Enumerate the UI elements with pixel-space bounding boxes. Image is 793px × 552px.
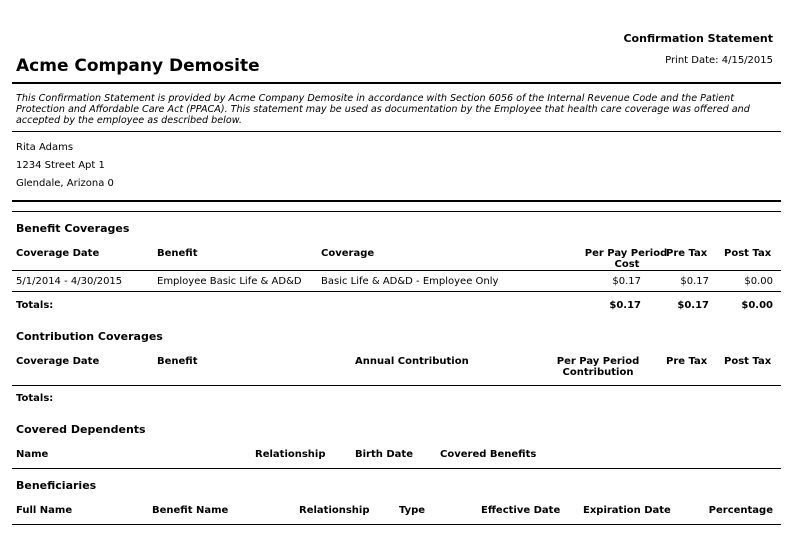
employee-divider-top — [12, 200, 781, 202]
cc-header-annual-contribution: Annual Contribution — [355, 356, 469, 367]
bn-header-divider — [12, 524, 781, 525]
header-divider — [12, 82, 781, 84]
bc-row-post-tax: $0.00 — [744, 276, 773, 287]
bc-header-benefit: Benefit — [157, 248, 198, 259]
cd-header-divider — [12, 468, 781, 469]
cc-totals-label: Totals: — [16, 393, 54, 404]
bc-header-coverage-date: Coverage Date — [16, 248, 100, 259]
bc-row-divider — [12, 291, 781, 292]
benefit-coverages-title: Benefit Coverages — [16, 222, 130, 235]
bc-row-coverage-date: 5/1/2014 - 4/30/2015 — [16, 276, 123, 287]
cd-header-covered-benefits: Covered Benefits — [440, 449, 537, 460]
cc-header-benefit: Benefit — [157, 356, 198, 367]
employee-address-line1: 1234 Street Apt 1 — [16, 160, 105, 171]
bc-header-post-tax: Post Tax — [724, 248, 772, 259]
bn-header-effective-date: Effective Date — [481, 505, 561, 516]
bc-row-coverage: Basic Life & AD&D - Employee Only — [321, 276, 499, 287]
bc-totals-pre-tax: $0.17 — [677, 300, 709, 311]
cc-header-pre-tax: Pre Tax — [666, 356, 708, 367]
bc-totals-label: Totals: — [16, 300, 54, 311]
notice-divider — [12, 131, 781, 132]
bc-totals-post-tax: $0.00 — [741, 300, 773, 311]
print-date: Print Date: 4/15/2015 — [665, 55, 773, 66]
cc-header-per-pay-line2: Contribution — [562, 367, 634, 378]
bc-header-per-pay-line1: Per Pay Period — [584, 248, 668, 259]
bc-header-divider — [12, 270, 781, 271]
bn-header-full-name: Full Name — [16, 505, 73, 516]
document-title: Confirmation Statement — [623, 32, 773, 45]
covered-dependents-title: Covered Dependents — [16, 423, 146, 436]
bn-header-percentage: Percentage — [708, 505, 773, 516]
bc-totals-per-pay: $0.17 — [609, 300, 641, 311]
bn-header-type: Type — [399, 505, 426, 516]
notice-text: This Confirmation Statement is provided by Acme Company Demosite in accordance with Section 6056 of the Internal Revenue Code and the Patient Protection and Affordable Care Act (PPACA). This statement may be used as documentation by the Employee that health care coverage was offered and accepted by the employee as described below. — [16, 93, 750, 126]
cc-header-coverage-date: Coverage Date — [16, 356, 100, 367]
bn-header-benefit-name: Benefit Name — [152, 505, 229, 516]
bc-row-per-pay: $0.17 — [612, 276, 641, 287]
employee-address-line2: Glendale, Arizona 0 — [16, 178, 114, 189]
cc-header-divider — [12, 385, 781, 386]
bn-header-relationship: Relationship — [299, 505, 370, 516]
beneficiaries-title: Beneficiaries — [16, 479, 97, 492]
bc-row-pre-tax: $0.17 — [680, 276, 709, 287]
cc-header-per-pay — [533, 356, 663, 378]
bc-header-coverage: Coverage — [321, 248, 375, 259]
cd-header-birth-date: Birth Date — [355, 449, 413, 460]
bc-header-pre-tax: Pre Tax — [666, 248, 708, 259]
employee-name: Rita Adams — [16, 142, 74, 153]
cd-header-relationship: Relationship — [255, 449, 326, 460]
cc-header-per-pay-line1: Per Pay Period — [556, 356, 640, 367]
bc-row-benefit: Employee Basic Life & AD&D — [157, 276, 302, 287]
bn-header-expiration-date: Expiration Date — [583, 505, 671, 516]
cc-header-post-tax: Post Tax — [724, 356, 772, 367]
cd-header-name: Name — [16, 449, 49, 460]
bc-header-per-pay-line2: Cost — [614, 259, 640, 270]
company-name: Acme Company Demosite — [16, 56, 260, 76]
employee-divider-bottom — [12, 211, 781, 212]
contribution-coverages-title: Contribution Coverages — [16, 330, 163, 343]
